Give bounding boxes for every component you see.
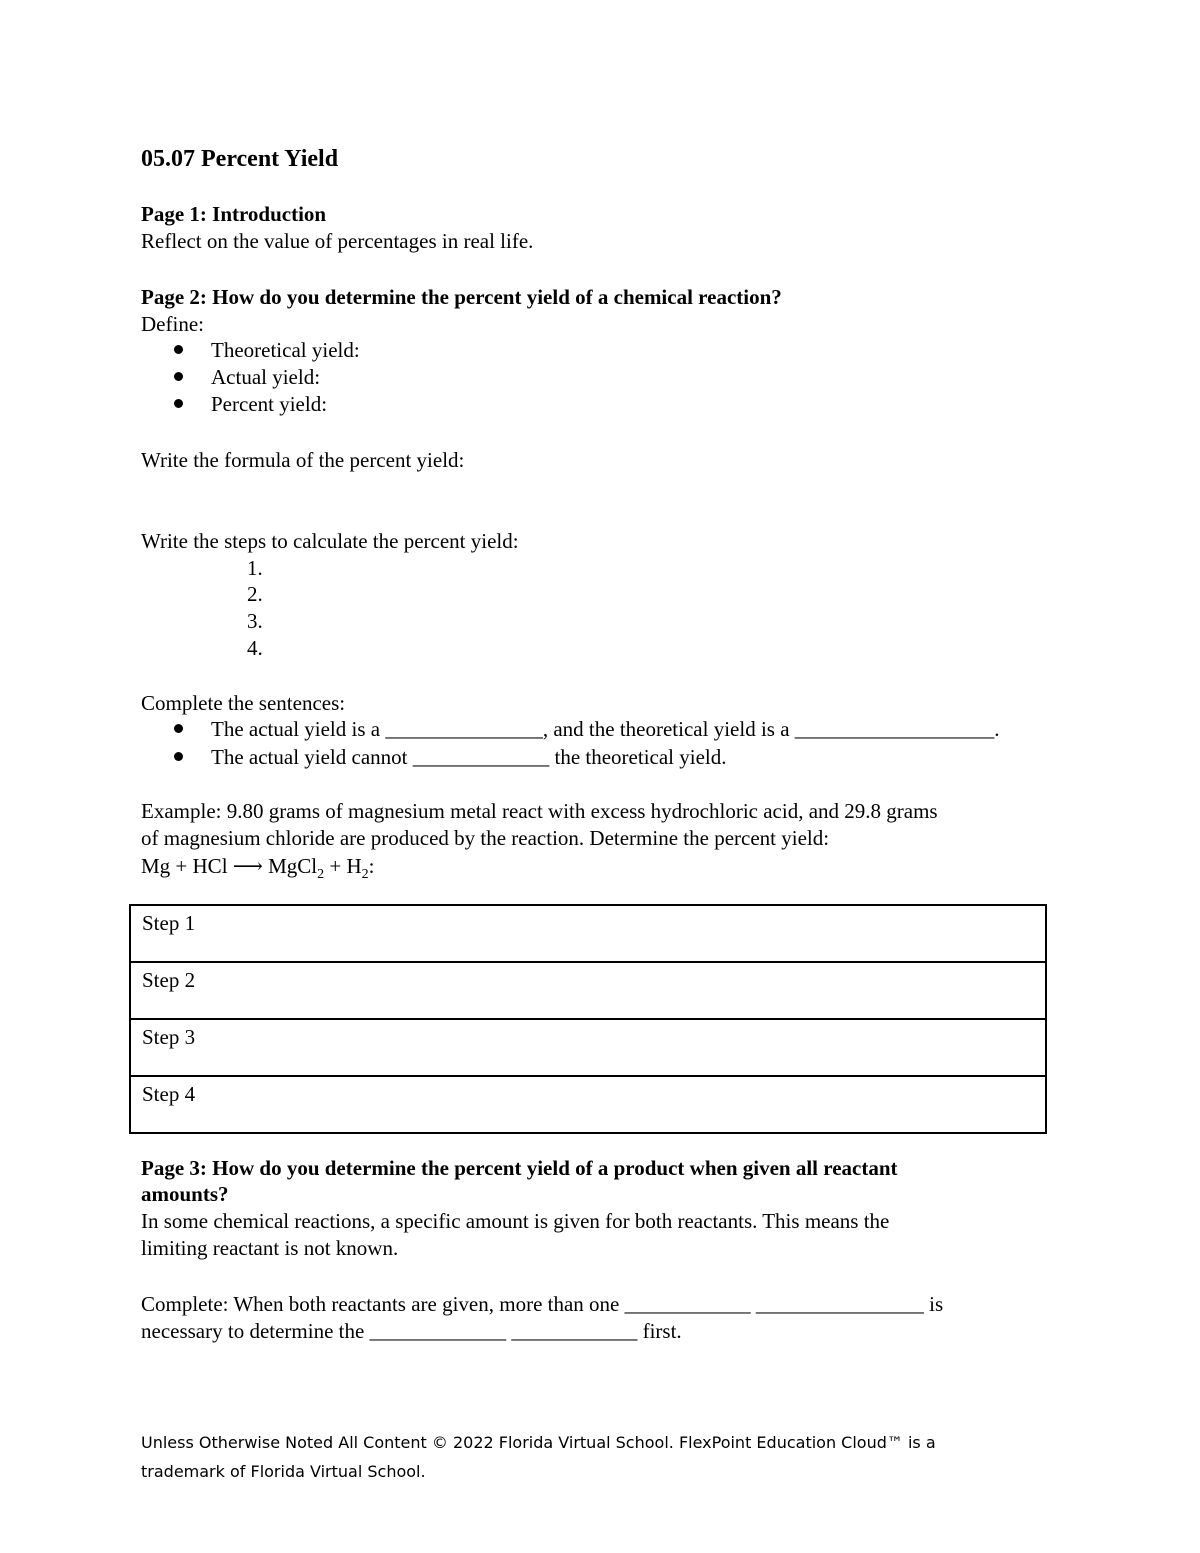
table-cell[interactable]: Step 4 bbox=[130, 1076, 1046, 1133]
page3-complete bbox=[141, 1291, 943, 1317]
sentence-text: The actual yield is a bbox=[211, 717, 386, 741]
subscript: 2 bbox=[361, 867, 369, 883]
sentence-text: , and the theoretical yield is a bbox=[542, 717, 795, 741]
bullet-icon bbox=[174, 399, 183, 408]
table-cell[interactable]: Step 3 bbox=[130, 1019, 1046, 1076]
page3-text: In some chemical reactions, a specific amount is given for both reactants. This means the bbox=[141, 1209, 890, 1233]
sentence-1 bbox=[211, 716, 1000, 742]
page1-text: Reflect on the value of percentages in real life. bbox=[141, 229, 534, 253]
page2-heading: Page 2: How do you determine the percent yield of a chemical reaction? bbox=[141, 285, 782, 309]
fill-blank[interactable]: _____________ bbox=[412, 745, 550, 769]
page3-heading: amounts? bbox=[141, 1182, 229, 1206]
fill-blank[interactable]: ___________________ bbox=[794, 717, 995, 741]
page3-heading: Page 3: How do you determine the percent yield of a product when given all reactant bbox=[141, 1156, 898, 1180]
sentence-text: . bbox=[994, 717, 1000, 741]
subscript: 2 bbox=[317, 867, 325, 883]
sentence-text: the theoretical yield. bbox=[549, 745, 727, 769]
page3-complete bbox=[141, 1318, 682, 1344]
bullet-icon bbox=[174, 752, 183, 761]
sentence-2 bbox=[211, 744, 727, 770]
chemical-equation bbox=[141, 853, 375, 888]
table-row bbox=[130, 962, 1046, 1019]
equation-part: Mg + HCl ⟶ MgCl bbox=[141, 854, 318, 878]
fill-blank[interactable]: ____________ bbox=[624, 1292, 751, 1316]
page-title: 05.07 Percent Yield bbox=[141, 146, 339, 172]
bullet-icon bbox=[174, 724, 183, 733]
table-row bbox=[130, 905, 1046, 962]
sentence-text: The actual yield cannot bbox=[211, 745, 413, 769]
fill-blank[interactable]: ________________ bbox=[755, 1292, 924, 1316]
table-cell[interactable]: Step 2 bbox=[130, 962, 1046, 1019]
steps-table bbox=[129, 904, 1047, 1134]
step-number: 1. bbox=[247, 556, 263, 580]
sentence-text: Complete: When both reactants are given, more than one bbox=[141, 1292, 625, 1316]
equation-part: : bbox=[368, 854, 375, 878]
page3-text: limiting reactant is not known. bbox=[141, 1236, 399, 1260]
equation-part: + H bbox=[324, 854, 362, 878]
page1-heading: Page 1: Introduction bbox=[141, 202, 327, 226]
fill-blank[interactable]: _______________ bbox=[385, 717, 543, 741]
fill-blank[interactable]: ____________ bbox=[511, 1319, 638, 1343]
complete-label: Complete the sentences: bbox=[141, 691, 346, 715]
step-number: 3. bbox=[247, 609, 263, 633]
steps-prompt: Write the steps to calculate the percent yield: bbox=[141, 529, 519, 553]
step-number: 4. bbox=[247, 636, 263, 660]
example-line: of magnesium chloride are produced by the reaction. Determine the percent yield: bbox=[141, 826, 830, 850]
define-item: Percent yield: bbox=[211, 392, 328, 416]
sentence-text: first. bbox=[637, 1319, 682, 1343]
define-item: Actual yield: bbox=[211, 365, 321, 389]
footer-line: Unless Otherwise Noted All Content © 2022 Florida Virtual School. FlexPoint Education Cloud™ is a bbox=[141, 1433, 936, 1452]
fill-blank[interactable]: _____________ bbox=[369, 1319, 507, 1343]
bullet-icon bbox=[174, 372, 183, 381]
table-row bbox=[130, 1076, 1046, 1133]
step-number: 2. bbox=[247, 582, 263, 606]
formula-prompt: Write the formula of the percent yield: bbox=[141, 448, 465, 472]
bullet-icon bbox=[174, 345, 183, 354]
sentence-text: is bbox=[923, 1292, 944, 1316]
table-row bbox=[130, 1019, 1046, 1076]
sentence-text: necessary to determine the bbox=[141, 1319, 370, 1343]
footer-line: trademark of Florida Virtual School. bbox=[141, 1462, 426, 1481]
define-label: Define: bbox=[141, 312, 204, 336]
example-line: Example: 9.80 grams of magnesium metal react with excess hydrochloric acid, and 29.8 grams bbox=[141, 799, 938, 823]
define-item: Theoretical yield: bbox=[211, 338, 360, 362]
table-cell[interactable]: Step 1 bbox=[130, 905, 1046, 962]
footer bbox=[141, 1428, 1041, 1486]
